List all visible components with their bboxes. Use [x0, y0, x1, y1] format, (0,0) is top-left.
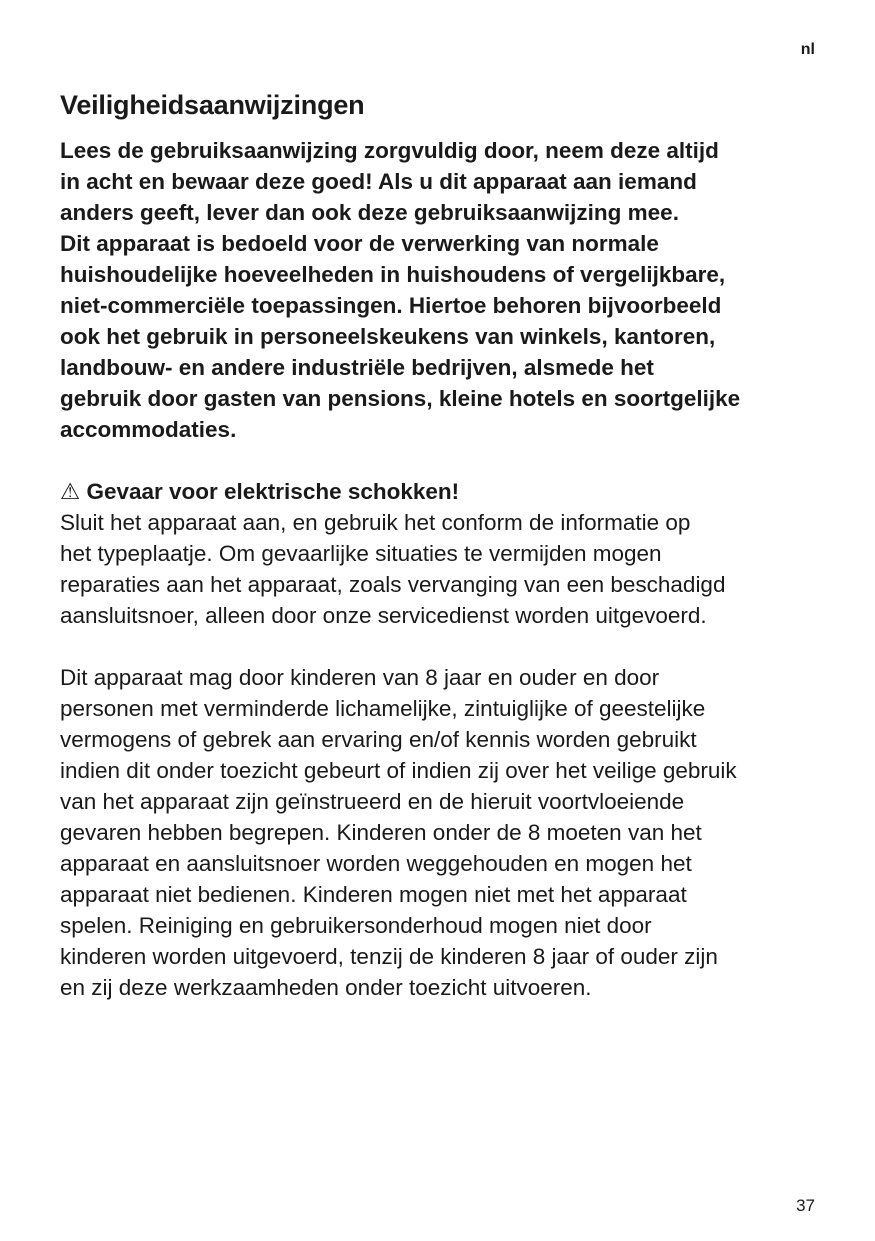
paragraph-spacer [60, 631, 830, 662]
warning-line: Sluit het apparaat aan, en gebruik het conform de informatie op [60, 510, 691, 535]
document-body [60, 135, 830, 1003]
children-line: vermogens of gebrek aan ervaring en/of kennis worden gebruikt [60, 727, 697, 752]
warning-line: reparaties aan het apparaat, zoals vervanging van een beschadigd [60, 572, 726, 597]
warning-triangle-icon: ⚠ [60, 479, 81, 504]
page-number: 37 [796, 1196, 815, 1215]
children-line: en zij deze werkzaamheden onder toezicht uitvoeren. [60, 975, 592, 1000]
language-code: nl [800, 41, 815, 58]
intro-line: huishoudelijke hoeveelheden in huishoudens of vergelijkbare, [60, 262, 726, 287]
intro-line: landbouw- en andere industriële bedrijven, alsmede het [60, 355, 654, 380]
children-line: Dit apparaat mag door kinderen van 8 jaar en ouder en door [60, 665, 660, 690]
children-line: personen met verminderde lichamelijke, zintuiglijke of geestelijke [60, 696, 706, 721]
children-paragraph [60, 662, 830, 1003]
intro-line: accommodaties. [60, 417, 237, 442]
children-line: apparaat niet bedienen. Kinderen mogen niet met het apparaat [60, 882, 687, 907]
intro-line: gebruik door gasten van pensions, kleine hotels en soortgelijke [60, 386, 741, 411]
children-line: gevaren hebben begrepen. Kinderen onder de 8 moeten van het [60, 820, 702, 845]
intro-line: anders geeft, lever dan ook deze gebruiksaanwijzing mee. [60, 200, 679, 225]
children-line: kinderen worden uitgevoerd, tenzij de kinderen 8 jaar of ouder zijn [60, 944, 718, 969]
warning-line: aansluitsnoer, alleen door onze servicedienst worden uitgevoerd. [60, 603, 707, 628]
warning-heading [60, 476, 830, 507]
electric-shock-warning [60, 476, 830, 631]
page-title: Veiligheidsaanwijzingen [60, 90, 365, 120]
children-line: van het apparaat zijn geïnstrueerd en de hieruit voortvloeiende [60, 789, 685, 814]
intro-line: in acht en bewaar deze goed! Als u dit apparaat aan iemand [60, 169, 697, 194]
children-line: spelen. Reiniging en gebruikersonderhoud mogen niet door [60, 913, 652, 938]
intro-line: Lees de gebruiksaanwijzing zorgvuldig door, neem deze altijd [60, 138, 719, 163]
intro-line: niet-commerciële toepassingen. Hiertoe behoren bijvoorbeeld [60, 293, 722, 318]
children-line: indien dit onder toezicht gebeurt of indien zij over het veilige gebruik [60, 758, 737, 783]
intro-line: Dit apparaat is bedoeld voor de verwerking van normale [60, 231, 659, 256]
intro-paragraph [60, 135, 830, 445]
intro-line: ook het gebruik in personeelskeukens van winkels, kantoren, [60, 324, 716, 349]
warning-heading-text: Gevaar voor elektrische schokken! [86, 479, 460, 504]
paragraph-spacer [60, 445, 830, 476]
warning-line: het typeplaatje. Om gevaarlijke situaties te vermijden mogen [60, 541, 662, 566]
children-line: apparaat en aansluitsnoer worden weggehouden en mogen het [60, 851, 692, 876]
